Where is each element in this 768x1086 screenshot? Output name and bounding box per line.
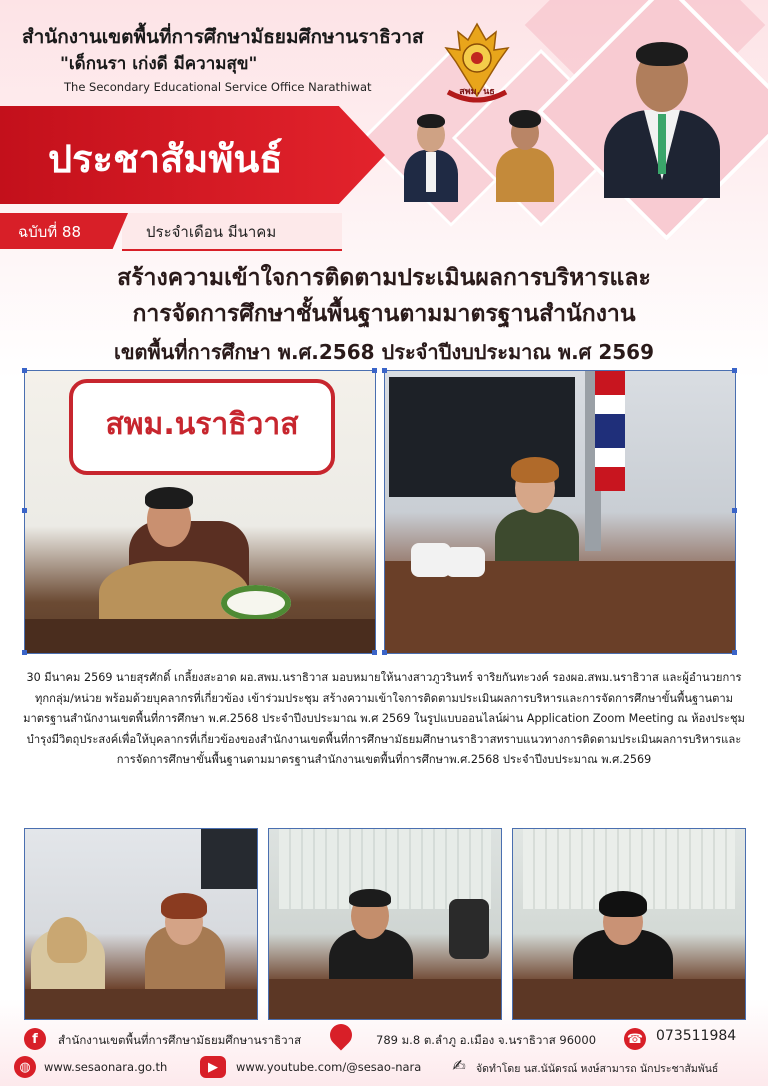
director-portrait <box>592 30 732 198</box>
deputy-portrait-left <box>400 108 462 202</box>
phone-icon: ☎ <box>624 1028 646 1050</box>
photo-staff-woman-right <box>512 828 746 1020</box>
youtube-icon: ▶ <box>200 1056 226 1078</box>
globe-icon: ◍ <box>14 1056 36 1078</box>
presenter-icon: ✍ <box>452 1055 466 1075</box>
org-name-english: The Secondary Educational Service Office Narathiwat <box>64 80 372 94</box>
selection-handle <box>382 368 387 373</box>
selection-handle <box>732 508 737 513</box>
selection-handle <box>372 368 377 373</box>
org-name-thai: สำนักงานเขตพื้นที่การศึกษามัธยมศึกษานราธิวาส <box>22 26 424 48</box>
selection-handle <box>732 368 737 373</box>
youtube-url[interactable]: www.youtube.com/@sesao-nara <box>236 1060 422 1074</box>
selection-handle <box>22 368 27 373</box>
pr-banner-title: ประชาสัมพันธ์ <box>48 137 283 181</box>
photo-staff-man-center <box>268 828 502 1020</box>
month-label: ประจำเดือน มีนาคม <box>146 223 277 241</box>
org-motto: "เด็กนรา เก่งดี มีความสุข" <box>60 54 258 74</box>
headline-line-1: สร้างความเข้าใจการติดตามประเมินผลการบริหารและ <box>117 265 651 291</box>
photo-deputy-meeting <box>384 370 736 654</box>
selection-handle <box>22 650 27 655</box>
seal-caption: สพม. นธ <box>459 87 495 97</box>
facebook-icon: f <box>24 1028 46 1050</box>
office-address: 789 ม.8 ต.ลำภู อ.เมือง จ.นราธิวาส 96000 <box>376 1033 597 1047</box>
headline-line-2: การจัดการศึกษาชั้นพื้นฐานตามมาตรฐานสำนักงาน <box>132 301 636 327</box>
selection-handle <box>382 650 387 655</box>
selection-handle <box>372 650 377 655</box>
office-sign-text: สพม.นราธิวาส <box>105 407 299 442</box>
phone-number: 073511984 <box>656 1028 737 1044</box>
website-url[interactable]: www.sesaonara.go.th <box>44 1060 168 1074</box>
photo-staff-women <box>24 828 258 1020</box>
credit-line: จัดทำโดย นส.นันัดรณ์ หงษ์สามารถ นักประชาสัมพันธ์ <box>476 1063 719 1075</box>
photo-director-meeting <box>24 370 376 654</box>
facebook-page-name: สำนักงานเขตพื้นที่การศึกษามัธยมศึกษานราธิวาส <box>58 1033 302 1047</box>
issue-number: ฉบับที่ 88 <box>18 223 82 241</box>
news-paragraph: 30 มีนาคม 2569 นายสุรศักดิ์ เกลี้ยงสะอาด ผอ.สพม.นราธิวาส มอบหมายให้นางสาวภูวรินทร์ จาริยกันทะวงค์ รองผอ.สพม.นราธิวาส และผู้อำนวยการทุกกลุ่ม/หน่วย พร้อมด้วยบุคลากรที่เกี่ยวข้อง เข้าร่วมประชุม สร้างความเข้าใจการติดตามประเมินผลการบริหารและการจัดการศึกษาขั้นพื้นฐานตามมาตรฐานสำนักงานเขตพื้นที่การศึกษา พ.ศ.2568 ประจำปีงบประมาณ พ.ศ 2569 ในรูปแบบออนไลน์ผ่าน Application Zoom Meeting ณ ห้องประชุมบำรุงมีวิตถุประสงค์เพื่อให้บุคลากรที่เกี่ยวข้องของสำนักงานเขตพื้นที่การศึกษามัธยมศึกษานราธิวาสทราบแนวทางการติดตามประเมินผลการบริหารและการจัดการศึกษาขั้นพื้นฐานตามมาตรฐานสำนักงานเขตพื้นที่การศึกษาพ.ศ.2568 ประจำปีงบประมาณ พ.ศ.2569 <box>23 671 745 767</box>
selection-handle <box>732 650 737 655</box>
deputy-portrait-right <box>492 106 558 202</box>
headline-line-3: เขตพื้นที่การศึกษา พ.ศ.2568 ประจำปีงบประมาณ พ.ศ 2569 <box>114 340 654 364</box>
office-seal-logo <box>438 22 516 106</box>
selection-handle <box>22 508 27 513</box>
